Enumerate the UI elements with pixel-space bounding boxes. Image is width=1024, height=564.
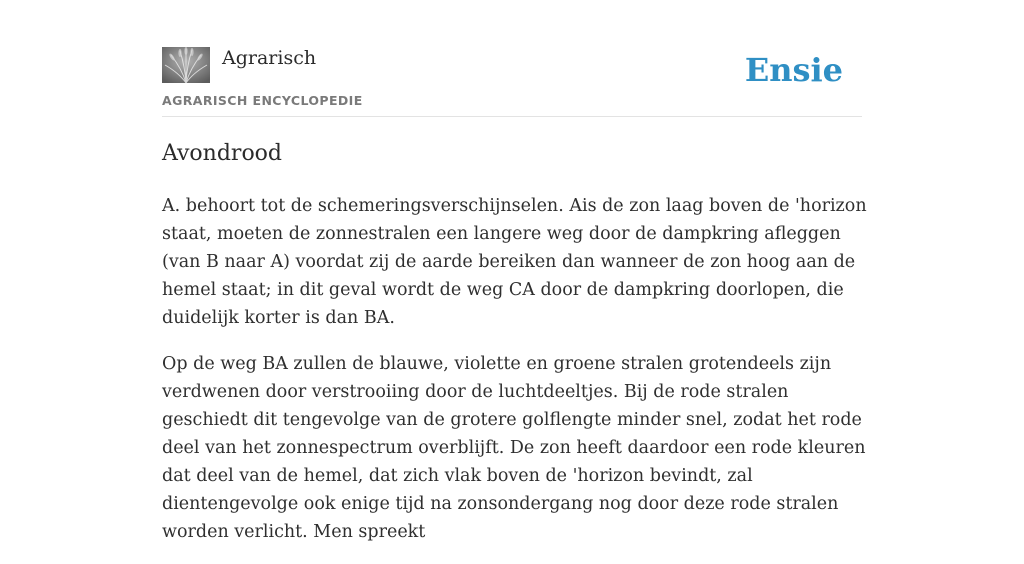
wheat-image-icon[interactable] — [162, 47, 210, 83]
article-title: Avondrood — [162, 141, 283, 166]
header — [162, 44, 862, 117]
article-body — [162, 192, 874, 564]
article-paragraph: A. behoort tot de schemeringsverschijnselen. Ais de zon laag boven de 'horizon staat, moeten de zonnestralen een langere weg door de dampkring afleggen (van B naar A) voordat zij de aarde bereiken dan wanneer de zon hoog aan de hemel staat; in dit geval wordt de weg CA door de dampkring doorlopen, die duidelijk korter is dan BA. — [162, 196, 867, 328]
article-paragraph: Op de weg BA zullen de blauwe, violette en groene stralen grotendeels zijn verdwenen door verstrooiing door de luchtdeeltjes. Bij de rode stralen geschiedt dit tengevolge van de grotere golflengte minder snel, zodat het rode deel van het zonnespectrum overblijft. De zon heeft daardoor een rode kleuren dat deel van de hemel, dat zich vlak boven de 'horizon bevindt, zal dientengevolge ook enige tijd na zonsondergang nog door deze rode stralen worden verlicht. Men spreekt — [162, 354, 866, 542]
category-subtitle: AGRARISCH ENCYCLOPEDIE — [162, 93, 363, 108]
brand-logo-link[interactable]: Ensie — [744, 51, 843, 89]
category-link[interactable]: Agrarisch — [222, 47, 317, 69]
